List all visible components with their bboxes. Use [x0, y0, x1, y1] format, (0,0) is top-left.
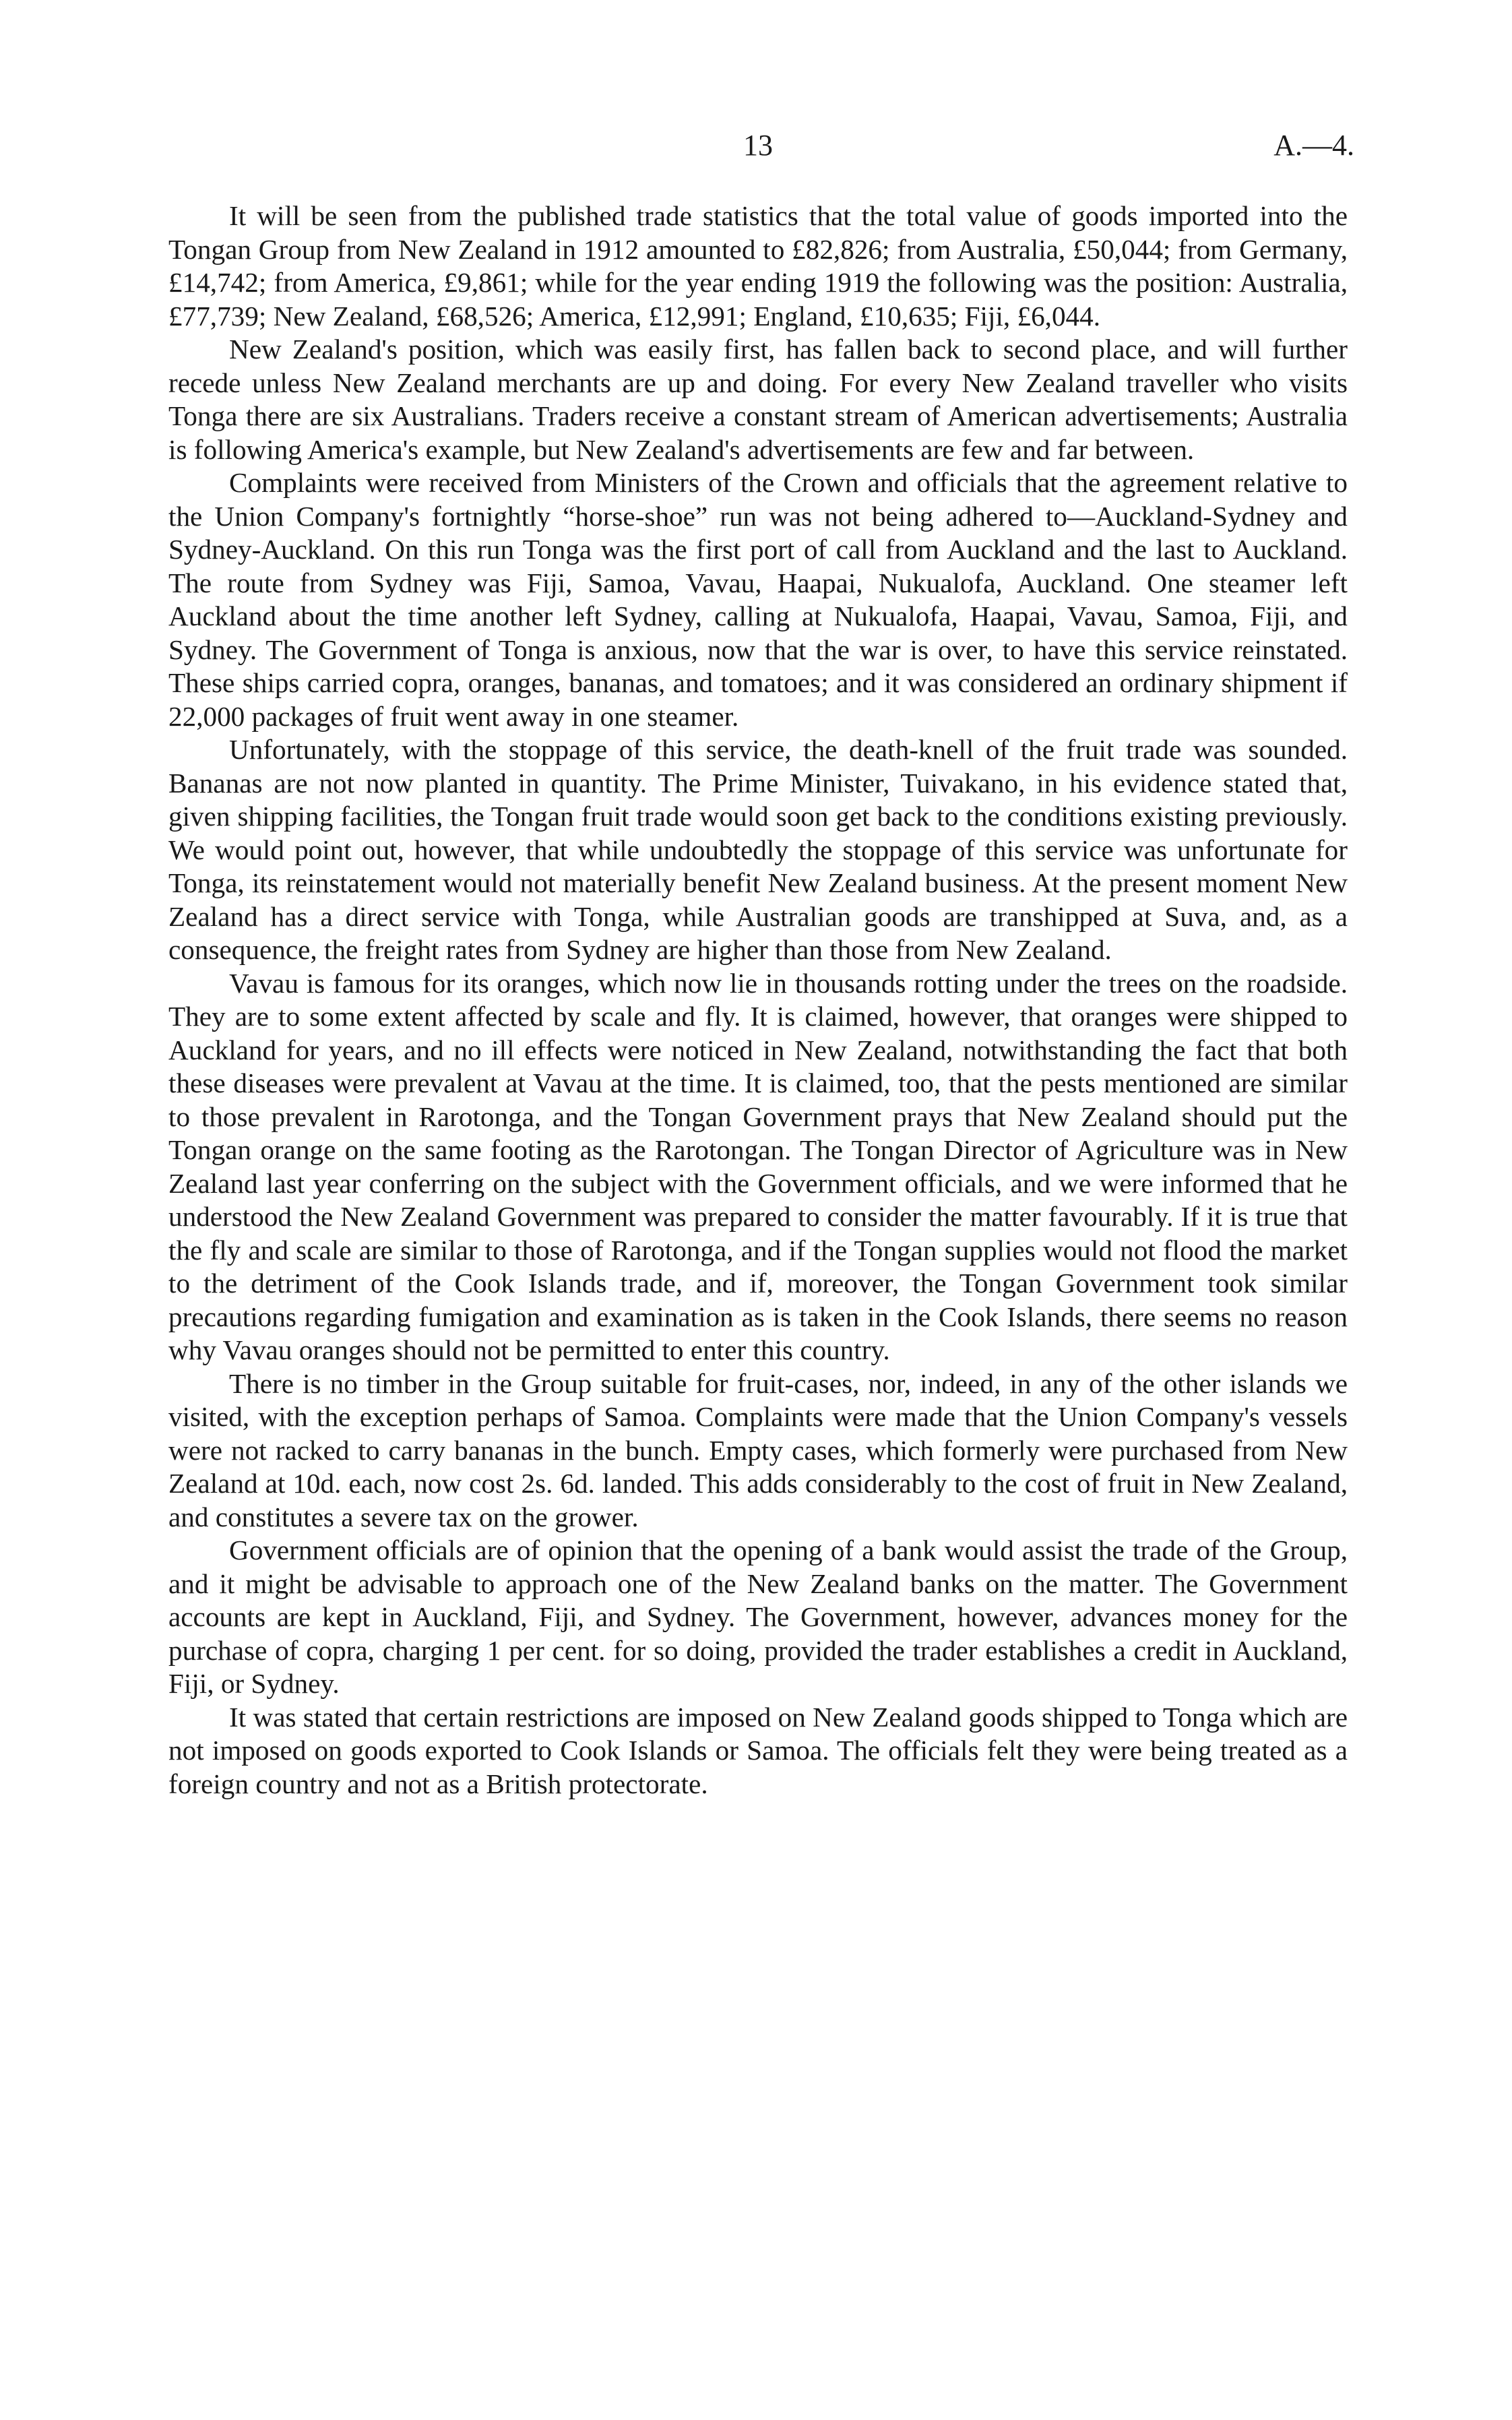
paragraph-horse-shoe-run: Complaints were received from Ministers of the Crown and officials that the agreement relative to the Union Company's fortnightly “horse-shoe” run was not being adhered to—Auckland-Sydney and Sydney-Auckland. On this run Tonga was the first port of call from Auckland and the last to Auckland. The route from Sydney was Fiji, Samoa, Vavau, Haapai, Nukualofa, Auckland. One steamer left Auckland about the time another left Sydney, calling at Nukualofa, Haapai, Vavau, Samoa, Fiji, and Sydney. The Government of Tonga is anxious, now that the war is over, to have this service reinstated. These ships carried copra, oranges, bananas, and tomatoes; and it was considered an ordinary shipment if 22,000 packages of fruit went away in one steamer. — [168, 467, 1348, 732]
document-reference: A.—4. — [1273, 129, 1354, 162]
page-number: 13 — [743, 129, 773, 162]
body-text — [168, 199, 1348, 1801]
paragraph-fruit-trade: Unfortunately, with the stoppage of this service, the death-knell of the fruit trade was sounded. Bananas are not now planted in quantity. The Prime Minister, Tuivakano, in his evidence stated that, given shipping facilities, the Tongan fruit trade would soon get back to the conditions existing previously. We would point out, however, that while undoubtedly the stoppage of this service was unfortunate for Tonga, its reinstatement would not materially benefit New Zealand business. At the present moment New Zealand has a direct service with Tonga, while Australian goods are transhipped at Suva, and, as a consequence, the freight rates from Sydney are higher than those from New Zealand. — [168, 734, 1348, 965]
paragraph-fruit-cases: There is no timber in the Group suitable for fruit-cases, nor, indeed, in any of the other islands we visited, with the exception perhaps of Samoa. Complaints were made that the Union Company's vessels were not racked to carry bananas in the bunch. Empty cases, which formerly were purchased from New Zealand at 10d. each, now cost 2s. 6d. landed. This adds considerably to the cost of fruit in New Zealand, and constitutes a severe tax on the grower. — [168, 1367, 1348, 1532]
paragraph-bank: Government officials are of opinion that the opening of a bank would assist the trade of the Group, and it might be advisable to approach one of the New Zealand banks on the matter. The Government accounts are kept in Auckland, Fiji, and Sydney. The Government, however, advances money for the purchase of copra, charging 1 per cent. for so doing, provided the trader establishes a credit in Auckland, Fiji, or Sydney. — [168, 1534, 1348, 1699]
page-header — [168, 128, 1354, 168]
paragraph-vavau-oranges: Vavau is famous for its oranges, which now lie in thousands rotting under the trees on the roadside. They are to some extent affected by scale and fly. It is claimed, however, that oranges were shipped to Auckland for years, and no ill effects were noticed in New Zealand, notwithstanding the fact that both these diseases were prevalent at Vavau at the time. It is claimed, too, that the pests mentioned are similar to those prevalent in Rarotonga, and the Tongan Government prays that New Zealand should put the Tongan orange on the same footing as the Rarotongan. The Tongan Director of Agriculture was in New Zealand last year conferring on the subject with the Government officials, and we were informed that he understood the New Zealand Government was prepared to consider the matter favourably. If it is true that the fly and scale are similar to those of Rarotonga, and if the Tongan supplies would not flood the market to the detriment of the Cook Islands trade, and if, moreover, the Tongan Government took similar precautions regarding fumigation and examination as is taken in the Cook Islands, there seems no reason why Vavau oranges should not be permitted to enter this country. — [168, 967, 1348, 1365]
paragraph-nz-position: New Zealand's position, which was easily first, has fallen back to second place, and will further recede unless New Zealand merchants are up and doing. For every New Zealand traveller who visits Tonga there are six Australians. Traders receive a constant stream of American advertisements; Australia is following America's example, but New Zealand's advertisements are few and far between. — [168, 334, 1348, 465]
paragraph-restrictions: It was stated that certain restrictions are imposed on New Zealand goods shipped to Tonga which are not imposed on goods exported to Cook Islands or Samoa. The officials felt they were being treated as a foreign country and not as a British protectorate. — [168, 1701, 1348, 1799]
paragraph-trade-statistics: It will be seen from the published trade statistics that the total value of goods imported into the Tongan Group from New Zealand in 1912 amounted to £82,826; from Australia, £50,044; from Germany, £14,742; from America, £9,861; while for the year ending 1919 the following was the position: Australia, £77,739; New Zealand, £68,526; America, £12,991; England, £10,635; Fiji, £6,044. — [168, 200, 1348, 332]
